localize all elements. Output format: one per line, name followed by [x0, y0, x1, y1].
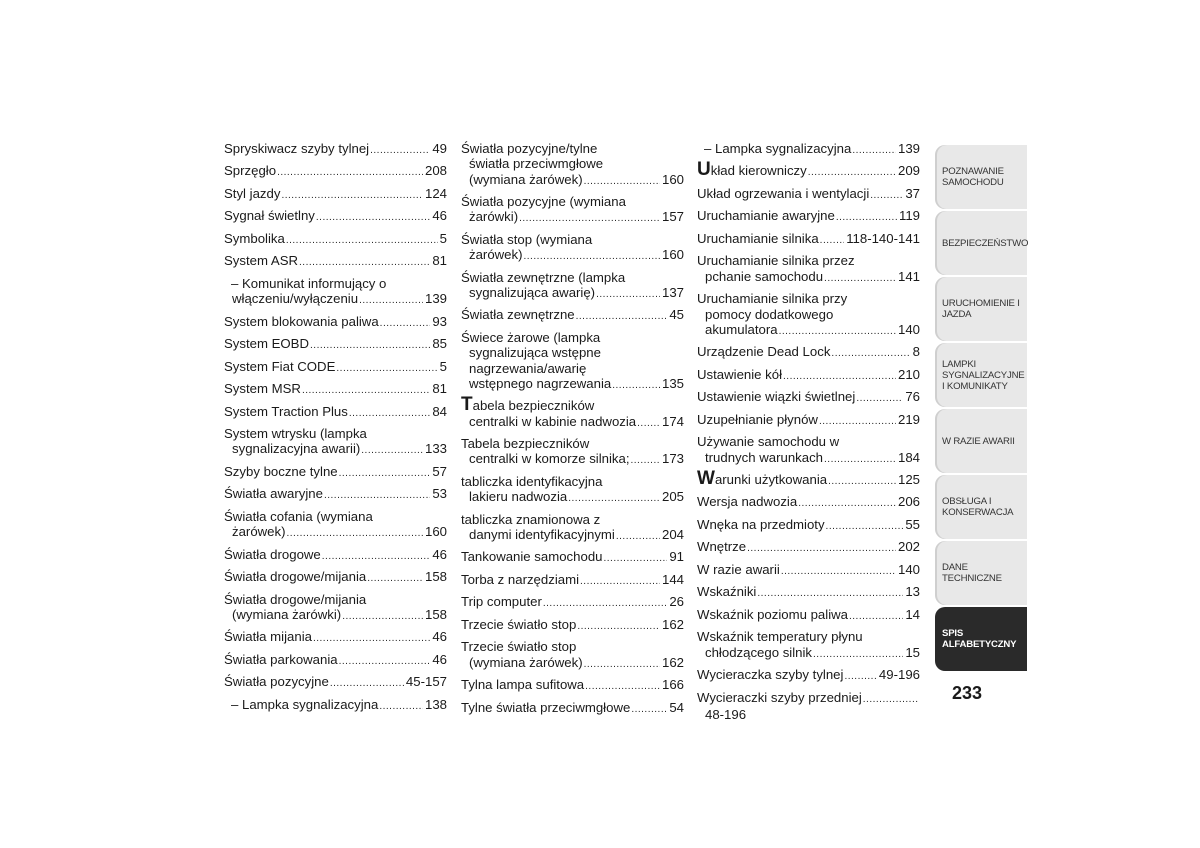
- index-entry-text: Sprzęgło: [224, 163, 277, 179]
- index-entry-page: 209: [897, 163, 920, 179]
- index-entry-page: 139: [897, 141, 920, 156]
- index-entry-text: Uzupełnianie płynów: [697, 411, 818, 427]
- index-entry-page: 81: [432, 253, 447, 269]
- index-entry-text: centralki w kabinie nadwozia: [469, 413, 637, 429]
- index-entry: [697, 253, 920, 286]
- leader-dots: [596, 287, 660, 302]
- index-entry-page: 160: [424, 524, 447, 540]
- leader-dots: [637, 416, 660, 431]
- index-entry-text: Tylna lampa sufitowa: [461, 677, 585, 693]
- index-entry: [224, 314, 447, 331]
- index-entry-text: Wycieraczki szyby przedniej: [697, 689, 862, 705]
- index-entry-text: chłodzącego silnik: [705, 644, 813, 660]
- tab-uruchomienie-i-jazda[interactable]: [935, 277, 1027, 341]
- index-entry-page: 15: [905, 644, 920, 660]
- index-entry: [461, 617, 684, 634]
- index-entry: [697, 344, 920, 361]
- index-entry-page: 37: [905, 185, 920, 201]
- index-entry-page: 162: [661, 616, 684, 632]
- leader-dots: [576, 309, 668, 324]
- index-entry-text: System wtrysku (lampka: [224, 426, 367, 442]
- leader-dots: [828, 474, 896, 489]
- index-entry-page: 49: [432, 141, 447, 156]
- leader-dots: [342, 609, 423, 624]
- index-entry-page: 85: [432, 336, 447, 352]
- index-entry-page: 173: [661, 451, 684, 467]
- leader-dots: [813, 647, 903, 662]
- leader-dots: [863, 692, 918, 707]
- index-entry-page: 91: [669, 549, 684, 565]
- index-entry-text: Wskaźnik temperatury płynu: [697, 629, 863, 645]
- index-entry-page: 133: [424, 441, 447, 457]
- leader-dots: [824, 452, 896, 467]
- leader-dots: [577, 619, 660, 634]
- index-entry: [461, 436, 684, 469]
- index-entry: [224, 426, 447, 459]
- index-entry-text: Wycieraczka szyby tylnej: [697, 667, 844, 683]
- index-entry-page: 158: [424, 606, 447, 622]
- leader-dots: [584, 174, 660, 189]
- index-entry-page: 219: [897, 411, 920, 427]
- index-entry-page: 166: [661, 677, 684, 693]
- index-entry-text: tabliczka znamionowa z: [461, 511, 601, 527]
- index-entry-text: – Lampka sygnalizacyjna: [704, 141, 852, 156]
- index-entry: [697, 141, 920, 158]
- page-number: 233: [952, 683, 983, 703]
- index-entry: [461, 639, 684, 672]
- index-entry: [224, 464, 447, 481]
- index-entry-page: 76: [905, 389, 920, 405]
- index-entry: [224, 231, 447, 248]
- index-entry: [461, 394, 684, 431]
- index-entry-page: 140: [897, 321, 920, 337]
- index-entry-text: trudnych warunkach: [705, 449, 824, 465]
- index-entry: [461, 270, 684, 303]
- index-entry-text: Trip computer: [461, 594, 542, 610]
- index-entry: [224, 569, 447, 586]
- index-entry: [697, 208, 920, 225]
- index-entry: [224, 186, 447, 203]
- leader-dots: [568, 491, 660, 506]
- index-entry: [697, 584, 920, 601]
- index-entry-page: 139: [424, 291, 447, 307]
- index-entry-text: Tankowanie samochodu: [461, 549, 603, 565]
- index-entry: [461, 474, 684, 507]
- leader-dots: [543, 596, 667, 611]
- index-entry-page: 141: [897, 268, 920, 284]
- index-entry-text: Tylne światła przeciwmgłowe: [461, 699, 631, 715]
- index-entry-text: tabliczka identyfikacyjna: [461, 473, 603, 489]
- leader-dots: [277, 165, 423, 180]
- leader-dots: [747, 541, 896, 556]
- index-entry-page: 8: [912, 344, 920, 360]
- leader-dots: [313, 631, 430, 646]
- index-entry: [697, 539, 920, 556]
- leader-dots: [584, 657, 660, 672]
- index-entry-page: 202: [897, 539, 920, 555]
- index-entry-page: 162: [661, 654, 684, 670]
- index-entry-page: 210: [897, 366, 920, 382]
- index-entry-page: 26: [669, 594, 684, 610]
- tab-dane-techniczne[interactable]: [935, 541, 1027, 605]
- index-entry: [224, 359, 447, 376]
- index-entry: [224, 592, 447, 625]
- index-entry: [697, 690, 920, 723]
- index-entry: [224, 163, 447, 180]
- index-entry-page: 144: [661, 571, 684, 587]
- index-entry-text: Światła drogowe/mijania: [224, 591, 367, 607]
- index-entry-text: Światła pozycyjne: [224, 674, 329, 690]
- index-entry-text: (wymiana żarówki): [232, 606, 342, 622]
- index-entry-page: 119: [898, 208, 920, 224]
- index-entry-text: W razie awarii: [697, 561, 780, 577]
- index-entry: [224, 208, 447, 225]
- index-column-1: [224, 141, 447, 719]
- tab-label: POZNAWANIE SAMOCHODU: [942, 166, 1004, 188]
- index-column-2: [461, 141, 684, 722]
- leader-dots: [870, 188, 903, 203]
- index-entry-text: Światła pozycyjne (wymiana: [461, 194, 626, 210]
- index-entry-text: Światła drogowe/mijania: [224, 569, 367, 585]
- index-entry-text: Światła zewnętrzne (lampka: [461, 269, 626, 285]
- index-entry-page: 118-140-141: [846, 230, 920, 246]
- leader-dots: [844, 669, 876, 684]
- index-entry-page: 14: [905, 606, 920, 622]
- leader-dots: [826, 519, 904, 534]
- index-entry-text: żarówki): [469, 209, 519, 225]
- leader-dots: [349, 406, 430, 421]
- index-entry-page: 204: [661, 526, 684, 542]
- leader-dots: [330, 676, 404, 691]
- index-entry-text: sygnalizująca awarię): [469, 284, 596, 300]
- index-entry-text: danymi identyfikacyjnymi: [469, 526, 615, 542]
- index-entry: [461, 677, 684, 694]
- index-entry-page: 46: [432, 546, 447, 562]
- index-entry: [224, 381, 447, 398]
- leader-dots: [287, 526, 423, 541]
- leader-dots: [849, 609, 903, 624]
- leader-dots: [631, 702, 667, 717]
- index-entry-text: Wskaźnik poziomu paliwa: [697, 606, 848, 622]
- leader-dots: [310, 338, 430, 353]
- index-entry: [697, 667, 920, 684]
- leader-dots: [359, 293, 423, 308]
- index-entry: [461, 549, 684, 566]
- leader-dots: [819, 414, 896, 429]
- index-entry: [224, 547, 447, 564]
- index-entry: [697, 468, 920, 489]
- index-entry-text: System ASR: [224, 253, 299, 269]
- index-entry: [224, 629, 447, 646]
- index-entry-text: (wymiana żarówek): [469, 654, 583, 670]
- index-entry: [224, 674, 447, 691]
- tab-obsługa-i-konserwacja[interactable]: [935, 475, 1027, 539]
- leader-dots: [339, 654, 431, 669]
- index-entry-text: centralki w komorze silnika;: [469, 451, 630, 467]
- index-entry-text: Torba z narzędziami: [461, 571, 580, 587]
- index-entry-text: nagrzewania/awarię: [469, 360, 587, 376]
- leader-dots: [370, 143, 430, 158]
- index-entry-text: Trzecie światło stop: [461, 639, 577, 655]
- index-entry: [697, 367, 920, 384]
- index-entry-text: Wnęka na przedmioty: [697, 516, 825, 532]
- index-entry: [224, 697, 447, 714]
- index-entry-page: 5: [439, 358, 447, 374]
- index-entry: [461, 700, 684, 717]
- index-entry-page: 138: [424, 696, 447, 712]
- leader-dots: [616, 529, 660, 544]
- index-entry: [224, 276, 447, 309]
- leader-dots: [379, 699, 423, 714]
- leader-dots: [856, 391, 903, 406]
- index-entry-page: 5: [439, 230, 447, 246]
- leader-dots: [580, 574, 660, 589]
- tab-label: BEZPIECZEŃSTWO: [942, 237, 1029, 249]
- index-entry: [697, 607, 920, 624]
- index-entry-text: Uruchamianie silnika: [697, 230, 819, 246]
- index-entry-page: 205: [661, 489, 684, 505]
- leader-dots: [820, 233, 845, 248]
- leader-dots: [779, 324, 896, 339]
- index-entry: [224, 509, 447, 542]
- index-entry-text: Świece żarowe (lampka: [461, 329, 601, 345]
- tab-lampki-sygnalizacyjne-i-komunikaty[interactable]: [935, 343, 1027, 407]
- index-entry-text: Światła parkowania: [224, 651, 338, 667]
- index-column-3: [697, 141, 920, 727]
- tab-spis-alfabetyczny[interactable]: [935, 607, 1027, 671]
- index-entry: [461, 141, 684, 189]
- index-entry-text: System Traction Plus: [224, 403, 348, 419]
- index-entry: [224, 486, 447, 503]
- index-entry-text: sygnalizacyjna awarii): [232, 441, 361, 457]
- index-entry-page: 174: [661, 413, 684, 429]
- index-entry-text: Światła mijania: [224, 629, 312, 645]
- index-entry: [461, 512, 684, 545]
- index-entry-page: 46: [432, 629, 447, 645]
- index-entry-text: lakieru nadwozia: [469, 489, 568, 505]
- leader-dots: [808, 165, 896, 180]
- index-entry-text: Sygnał świetlny: [224, 208, 315, 224]
- leader-dots: [361, 443, 423, 458]
- index-entry-text: Tabela bezpieczników: [461, 394, 595, 416]
- index-entry-page: 208: [424, 163, 447, 179]
- tab-label: URUCHOMIENIE I JAZDA: [942, 298, 1020, 320]
- index-entry: [697, 159, 920, 181]
- index-entry-page: 55: [905, 516, 920, 532]
- index-entry-page: 53: [432, 486, 447, 502]
- leader-dots: [852, 143, 896, 158]
- leader-dots: [631, 453, 660, 468]
- index-entry-text: Światła cofania (wymiana: [224, 508, 373, 524]
- index-entry-page: 158: [424, 569, 447, 585]
- index-entry: [697, 389, 920, 406]
- index-entry: [697, 517, 920, 534]
- index-entry-text: Światła pozycyjne/tylne: [461, 141, 598, 156]
- index-entry-page: 84: [432, 403, 447, 419]
- tab-bezpieczeństwo[interactable]: [935, 211, 1027, 275]
- index-entry-page: 160: [661, 247, 684, 263]
- index-entry-page: 57: [432, 463, 447, 479]
- index-entry-text: System EOBD: [224, 336, 310, 352]
- tab-poznawanie-samochodu[interactable]: [935, 145, 1027, 209]
- index-entry-text: włączeniu/wyłączeniu: [232, 291, 359, 307]
- index-entry-page: 81: [432, 381, 447, 397]
- index-entry-text: Wskaźniki: [697, 584, 757, 600]
- leader-dots: [324, 488, 430, 503]
- index-entry-text: pomocy dodatkowego: [705, 306, 834, 322]
- leader-dots: [524, 249, 660, 264]
- index-entry-text: Układ kierowniczy: [697, 159, 807, 181]
- index-entry-page: 206: [897, 494, 920, 510]
- index-entry: [461, 307, 684, 324]
- index-entry: [697, 291, 920, 339]
- tab-label: W RAZIE AWARII: [942, 435, 1015, 447]
- index-entry-page: 140: [897, 561, 920, 577]
- index-entry-page: 93: [432, 313, 447, 329]
- index-entry-text: Uruchamianie silnika przy: [697, 291, 848, 307]
- leader-dots: [757, 586, 903, 601]
- index-entry-page: 45-157: [405, 674, 447, 690]
- index-entry-text: Szyby boczne tylne: [224, 463, 338, 479]
- leader-dots: [519, 211, 660, 226]
- leader-dots: [781, 564, 896, 579]
- index-entry: [461, 572, 684, 589]
- index-entry-page: 46: [432, 651, 447, 667]
- index-entry-text: Styl jazdy: [224, 185, 281, 201]
- index-entry-page: 54: [669, 699, 684, 715]
- index-entry-text: – Komunikat informujący o: [231, 275, 387, 291]
- index-entry-text: Światła awaryjne: [224, 486, 323, 502]
- index-entry-text: Wnętrze: [697, 539, 747, 555]
- leader-dots: [612, 378, 660, 393]
- index-entry-text: Uruchamianie awaryjne: [697, 208, 835, 224]
- index-entry-text: Trzecie światło stop: [461, 616, 577, 632]
- index-entry: [224, 336, 447, 353]
- index-entry: [224, 253, 447, 270]
- index-entry: [697, 231, 920, 248]
- index-entry-page: 137: [661, 284, 684, 300]
- index-entry-text: żarówek): [469, 247, 523, 263]
- leader-dots: [604, 551, 668, 566]
- index-entry-text: pchanie samochodu: [705, 268, 824, 284]
- index-entry-page: 125: [897, 472, 920, 487]
- index-entry: [461, 232, 684, 265]
- leader-dots: [836, 210, 897, 225]
- index-entry-page: 124: [424, 185, 447, 201]
- leader-dots: [316, 210, 430, 225]
- index-entry: [697, 434, 920, 467]
- index-entry: [461, 594, 684, 611]
- index-entry: [224, 652, 447, 669]
- index-entry: [224, 141, 447, 158]
- leader-dots: [783, 369, 896, 384]
- leader-dots: [322, 549, 431, 564]
- leader-dots: [339, 466, 431, 481]
- index-entry-text: żarówek): [232, 524, 286, 540]
- tab-label: SPIS ALFABETYCZNY: [942, 628, 1017, 650]
- index-entry-page: 13: [905, 584, 920, 600]
- index-entry-text: System Fiat CODE: [224, 358, 336, 374]
- index-entry-text: Uruchamianie silnika przez: [697, 253, 855, 269]
- index-entry-text: System MSR: [224, 381, 301, 397]
- leader-dots: [585, 679, 660, 694]
- index-entry-page: 45: [669, 307, 684, 323]
- index-entry: [697, 494, 920, 511]
- index-entry-text: Ustawienie kół: [697, 366, 783, 382]
- index-entry-text: Układ ogrzewania i wentylacji: [697, 185, 870, 201]
- index-entry-text: Światła stop (wymiana: [461, 231, 593, 247]
- index-entry: [461, 330, 684, 393]
- index-entry-text: Warunki użytkowania: [697, 468, 828, 489]
- leader-dots: [336, 361, 437, 376]
- index-entry-text: Używanie samochodu w: [697, 434, 840, 450]
- leader-dots: [798, 496, 896, 511]
- index-entry: [697, 629, 920, 662]
- index-entry-text: światła przeciwmgłowe: [469, 156, 604, 172]
- index-entry-text: Urządzenie Dead Lock: [697, 344, 831, 360]
- index-entry-text: (wymiana żarówek): [469, 171, 583, 187]
- index-entry-text: Światła zewnętrzne: [461, 307, 575, 323]
- index-entry: [224, 404, 447, 421]
- index-entry: [697, 412, 920, 429]
- index-entry-text: Symbolika: [224, 230, 285, 246]
- index-entry-text: 48-196: [705, 706, 747, 722]
- index-entry-text: akumulatora: [705, 321, 778, 337]
- tab-label: LAMPKI SYGNALIZACYJNE I KOMUNIKATY: [942, 358, 1025, 392]
- index-entry-text: Tabela bezpieczników: [461, 436, 590, 452]
- index-entry-page: 157: [661, 209, 684, 225]
- index-entry-page: 49-196: [878, 667, 920, 683]
- leader-dots: [824, 271, 896, 286]
- tab-w-razie-awarii[interactable]: [935, 409, 1027, 473]
- leader-dots: [380, 316, 431, 331]
- index-entry: [461, 194, 684, 227]
- leader-dots: [302, 383, 430, 398]
- index-entry-text: Wersja nadwozia: [697, 494, 798, 510]
- index-entry: [697, 186, 920, 203]
- index-entry-text: Ustawienie wiązki świetlnej: [697, 389, 856, 405]
- index-entry-text: System blokowania paliwa: [224, 313, 379, 329]
- tab-label: OBSŁUGA I KONSERWACJA: [942, 496, 1014, 518]
- leader-dots: [299, 255, 430, 270]
- index-entry-page: 46: [432, 208, 447, 224]
- leader-dots: [831, 346, 910, 361]
- index-entry-text: Spryskiwacz szyby tylnej: [224, 141, 370, 156]
- leader-dots: [286, 233, 438, 248]
- index-entry-page: 184: [897, 449, 920, 465]
- index-entry-page: 160: [661, 171, 684, 187]
- leader-dots: [281, 188, 423, 203]
- index-entry-page: 135: [661, 375, 684, 391]
- leader-dots: [367, 571, 423, 586]
- index-entry: [697, 562, 920, 579]
- index-entry-text: sygnalizująca wstępne: [469, 345, 601, 361]
- section-tabs: [935, 145, 1027, 673]
- index-entry-text: Światła drogowe: [224, 546, 321, 562]
- tab-label: DANE TECHNICZNE: [942, 562, 1002, 584]
- index-entry-text: – Lampka sygnalizacyjna: [231, 696, 379, 712]
- index-entry-text: wstępnego nagrzewania: [469, 375, 612, 391]
